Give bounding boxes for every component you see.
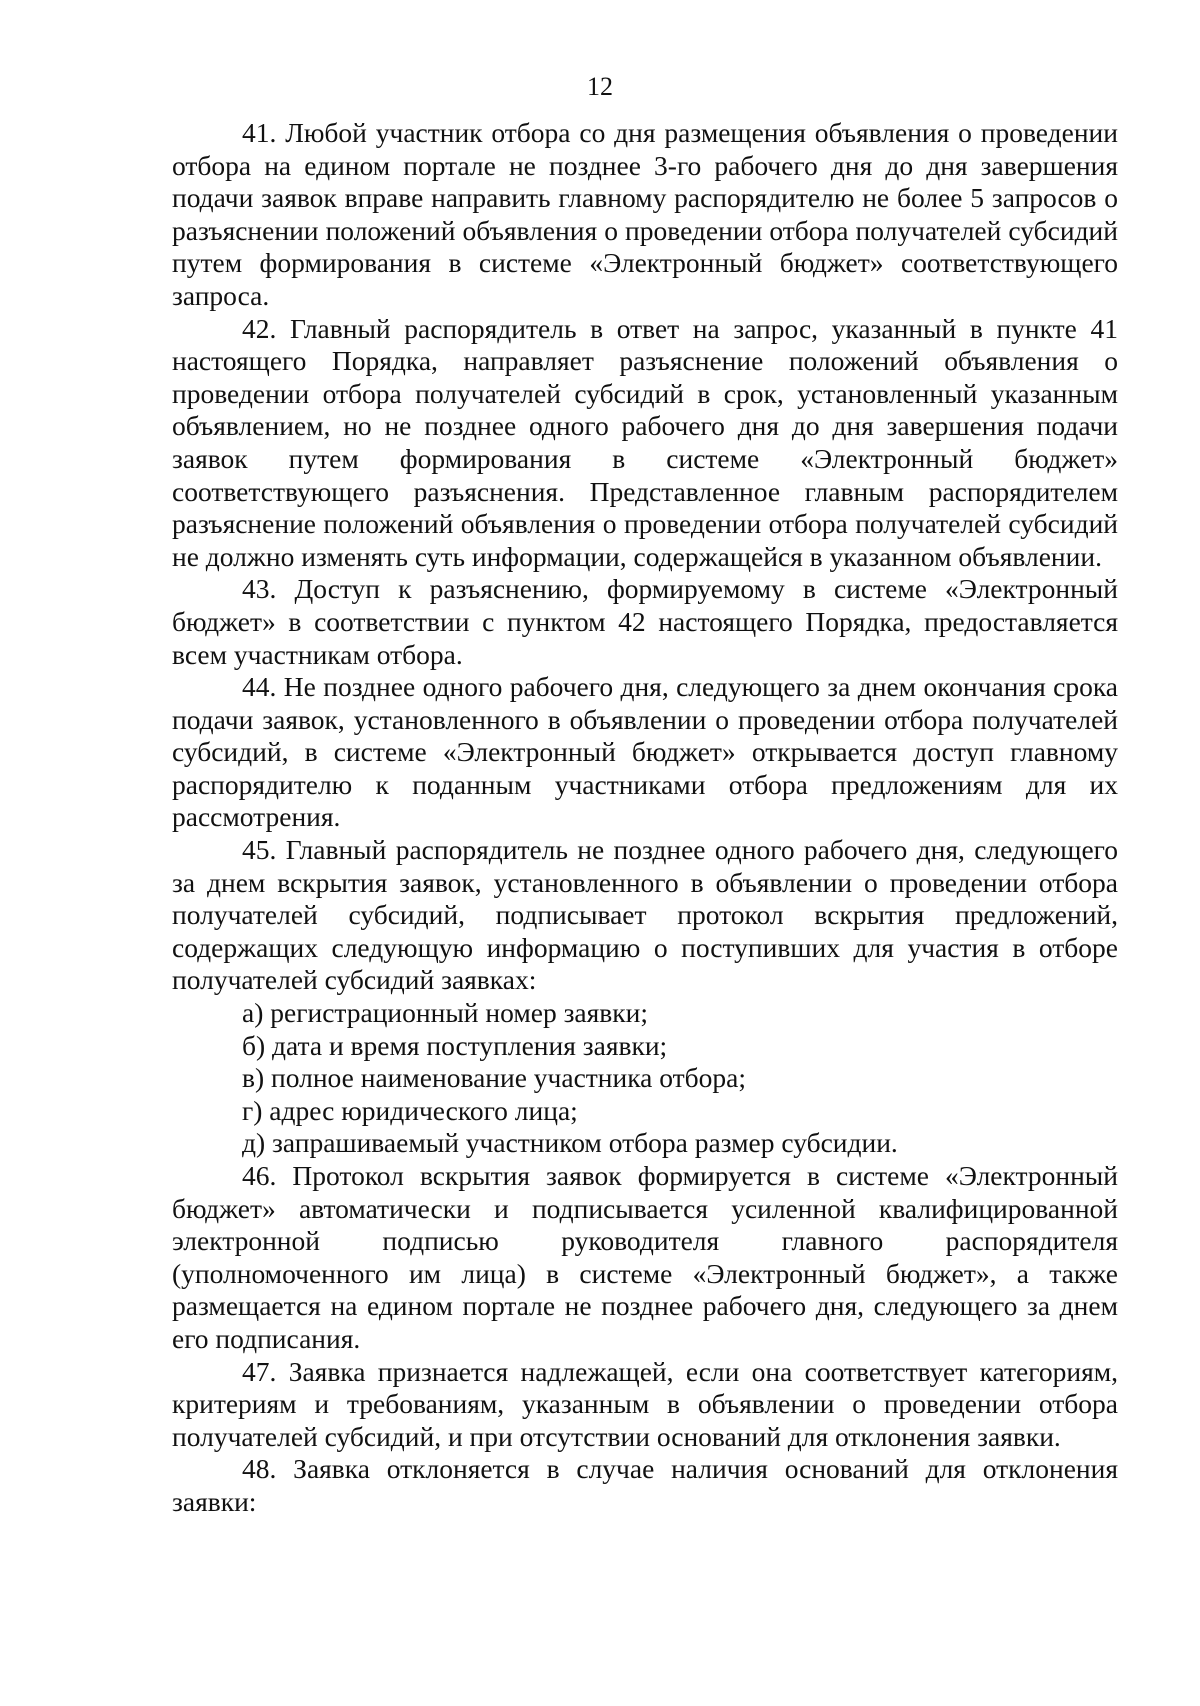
document-body — [172, 117, 1118, 1519]
list-item-a: а) регистрационный номер заявки; — [242, 997, 648, 1029]
list-item-b: б) дата и время поступления заявки; — [242, 1029, 668, 1061]
list-item-c: в) полное наименование участника отбора; — [242, 1062, 746, 1094]
paragraph-47: 47. Заявка признается надлежащей, если она соответствует категориям, критериям и требованиям, указанным в объявлении о проведении отбора получателей субсидий, и при отсутствии оснований для отклонения заявки. — [172, 1355, 1118, 1452]
paragraph-41: 41. Любой участник отбора со дня размещения объявления о проведении отбора на едином портале не позднее 3-го рабочего дня до дня завершения подачи заявок вправе направить главному распорядителю не более 5 запросов о разъяснении положений объявления о проведении отбора получателей субсидий путем формирования в системе «Электронный бюджет» соответствующего запроса. — [172, 117, 1118, 311]
paragraph-44: 44. Не позднее одного рабочего дня, следующего за днем окончания срока подачи заявок, установленного в объявлении о проведении отбора получателей субсидий, в системе «Электронный бюджет» открывается доступ главному распорядителю к поданным участниками отбора предложениям для их рассмотрения. — [172, 671, 1118, 833]
paragraph-43: 43. Доступ к разъяснению, формируемому в системе «Электронный бюджет» в соответствии с пунктом 42 настоящего Порядка, предоставляется всем участникам отбора. — [172, 573, 1118, 670]
page-number: 12 — [587, 72, 613, 101]
paragraph-42: 42. Главный распорядитель в ответ на запрос, указанный в пункте 41 настоящего Порядка, направляет разъяснение положений объявления о проведении отбора получателей субсидий в срок, установленный указанным объявлением, но не позднее одного рабочего дня до дня завершения подачи заявок путем формирования в системе «Электронный бюджет» соответствующего разъяснения. Представленное главным распорядителем разъяснение положений объявления о проведении отбора получателей субсидий не должно изменять суть информации, содержащейся в указанном объявлении. — [172, 312, 1118, 572]
paragraph-46: 46. Протокол вскрытия заявок формируется в системе «Электронный бюджет» автоматически и подписывается усиленной квалифицированной электронной подписью руководителя главного распорядителя (уполномоченного им лица) в системе «Электронный бюджет», а также размещается на едином портале не позднее рабочего дня, следующего за днем его подписания. — [172, 1160, 1118, 1354]
list-item-e: д) запрашиваемый участником отбора размер субсидии. — [242, 1127, 898, 1159]
list-item-d: г) адрес юридического лица; — [242, 1094, 578, 1126]
paragraph-45: 45. Главный распорядитель не позднее одного рабочего дня, следующего за днем вскрытия заявок, установленного в объявлении о проведении отбора получателей субсидий, подписывает протокол вскрытия предложений, содержащих следующую информацию о поступивших для участия в отборе получателей субсидий заявках: — [172, 834, 1118, 996]
paragraph-48: 48. Заявка отклоняется в случае наличия оснований для отклонения заявки: — [172, 1453, 1118, 1517]
